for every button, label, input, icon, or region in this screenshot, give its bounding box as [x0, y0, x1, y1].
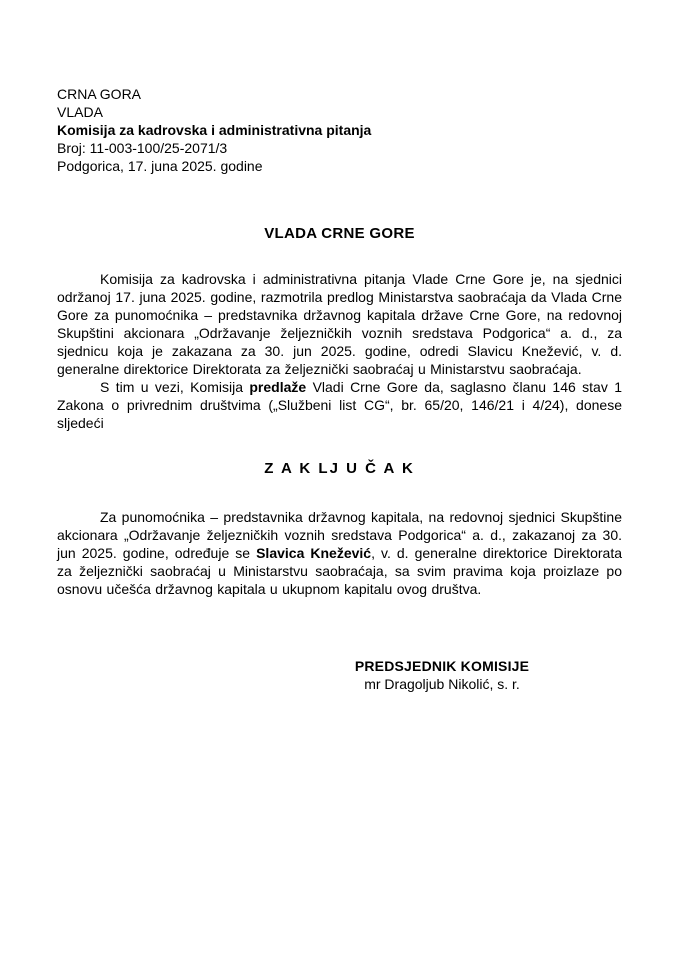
conclusion-run-bold: Slavica Knežević [256, 545, 372, 561]
proposal-run-1: S tim u vezi, Komisija [100, 379, 250, 395]
signature-title: PREDSJEDNIK KOMISIJE [354, 658, 530, 674]
document-header [57, 85, 622, 175]
paragraph-introduction: Komisija za kadrovska i administrativna pitanja Vlade Crne Gore je, na sjednici održanoj 17. juna 2025. godine, razmotrila predlog Ministarstva saobraćaja da Vlada Crne Gore za punomoćnika – predstavnika državnog kapitala države Crne Gore, na redovnoj Skupštini akcionara „Održavanje željezničkih voznih sredstava Podgorica“ a. d., za sjednicu koja je zakazana za 30. jun 2025. godine, odredi Slavicu Knežević, v. d. generalne direktorice Direktorata za željeznički saobraćaj u Ministarstvu saobraćaja. [57, 271, 622, 377]
header-country: CRNA GORA [57, 86, 142, 102]
conclusion-heading: Z A K LJ U Č A K [264, 460, 415, 477]
conclusion-run-2: , v. d. generalne direktorice Direktorata za željeznički saobraćaj u Ministarstvu saobraćaja, sa svim pravima koja proizlaze po osnovu učešća državnog kapitala u ukupnom kapitalu ovog društva. [57, 545, 622, 597]
signature-block [317, 657, 567, 693]
header-institution: VLADA [57, 104, 103, 120]
header-commission: Komisija za kadrovska i administrativna pitanja [57, 122, 372, 138]
proposal-run-2: Vladi Crne Gore da, saglasno članu 146 stav 1 Zakona o privrednim društvima („Službeni list CG“, br. 65/20, 146/21 i 4/24), donese sljedeći [57, 379, 622, 431]
header-document-number: Broj: 11-003-100/25-2071/3 [57, 140, 228, 156]
signature-name: mr Dragoljub Nikolić, s. r. [364, 676, 520, 692]
paragraph-proposal [57, 378, 622, 432]
document-title: VLADA CRNE GORE [264, 225, 415, 242]
proposal-run-bold: predlaže [249, 379, 307, 395]
paragraph-conclusion [57, 508, 622, 598]
conclusion-run-1: Za punomoćnika – predstavnika državnog kapitala, na redovnoj sjednici Skupštine akcionara „Održavanje željezničkih voznih sredstava Podgorica“ a. d., zakazanoj za 30. jun 2025. godine, određuje se [57, 509, 622, 561]
header-place-date: Podgorica, 17. juna 2025. godine [57, 158, 263, 174]
